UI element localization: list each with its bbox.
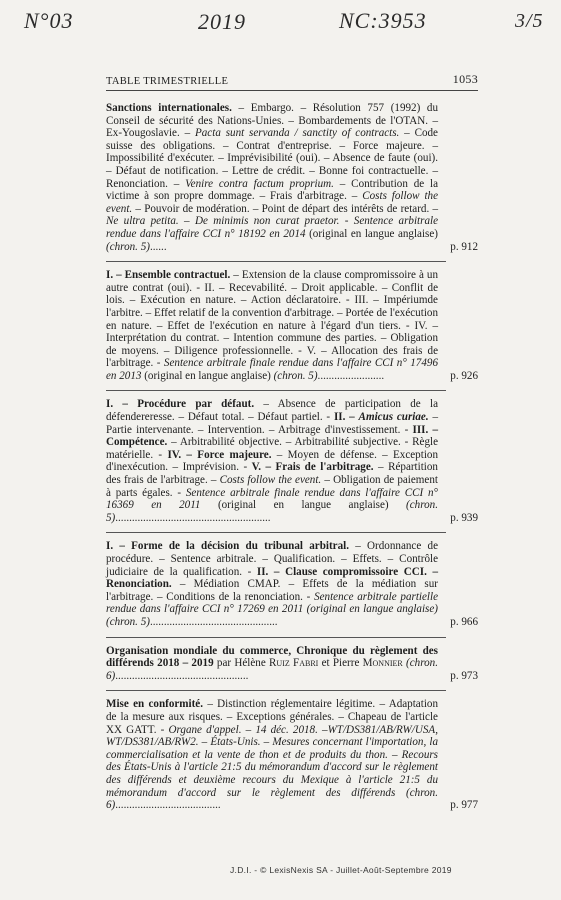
entry-text xyxy=(106,269,438,382)
entry-separator xyxy=(106,261,446,262)
entry-segment: – Extension de la clause compromissoire à un autre contrat (oui). - II. – Recevabilité. – Droit applicable. – Conflit de lois. – Exécution en nature. – Action déclaratoire. - III. – Impériumde l'arbitre. – Effet relatif de la convention d'arbitrage. – Portée de l'exécution en nature. – Effet de l'exécution en nature à l'égard d'un tiers. - IV. – Interprétation du contrat. – Intention commune des parties. – Obligation de moyens. – Diligence professionnelle. - V. – Allocation des frais de l'arbitrage. - xyxy=(106,269,438,370)
entry-segment: (chron. 6) xyxy=(106,786,438,812)
index-entry xyxy=(106,698,478,811)
entry-segment: Organe d'appel. – 14 déc. 2018. –WT/DS381/AB/RW/USA, WT/DS381/AB/RW2. – États-Unis. – Mesures concernant l'importation, la commercialisation et la vente de thon et de produits du thon. – Recours des États-Unis à l'article 21:5 du mémorandum d'accord sur le règlement des différends et deuxième recours du Mexique à l'article 21:5 du mémorandum d'accord sur le règlement des différends xyxy=(106,723,438,799)
entry-segment: Costs follow the event. xyxy=(106,190,438,215)
entry-segment: Ne ultra petita. xyxy=(106,215,179,228)
entry-segment: – Code suisse des obligations. – Contrat d'entreprise. – Force majeure. – Impossibilité d'exécuter. – Imprévisibilité (oui). – Absence de faute (oui). – Défaut de notification. – Lettre de crédit. – Bonne foi contractuelle. – Renonciation. – xyxy=(106,127,438,190)
entry-segment: – Partie intervenante. – Intervention. – Arbitrage d'investissement. - xyxy=(106,411,438,436)
entry-segment: Venire contra factum proprium. xyxy=(185,177,334,190)
entry-segment: Sentence arbitrale finale rendue dans l'affaire CCI n° 17496 en 2013 xyxy=(106,357,438,382)
index-entry xyxy=(106,645,478,683)
entry-segment: Sentence arbitrale finale rendue dans l'affaire CCI n° 16369 en 2011 xyxy=(106,486,438,512)
running-title: TABLE TRIMESTRIELLE xyxy=(106,76,229,87)
entry-segment: et Pierre xyxy=(318,657,363,670)
entry-segment: Ruiz Fabri xyxy=(269,657,319,670)
entry-text xyxy=(106,698,438,811)
entry-separator xyxy=(106,390,446,391)
entry-segment: V. – Frais de l'arbitrage. xyxy=(251,461,374,474)
entry-text xyxy=(106,102,438,253)
entry-segment: II. – xyxy=(333,411,359,424)
entry-segment: ...................................... xyxy=(115,799,221,812)
entry-segment xyxy=(395,787,406,799)
entry-page-ref: p. 926 xyxy=(450,369,478,382)
entry-segment: – Pouvoir de modération. – Point de départ des intérêts de retard. – xyxy=(132,202,438,215)
index-entry xyxy=(106,269,478,382)
entry-segment: (original en langue anglaise) xyxy=(305,227,438,240)
entry-segment: .............................................. xyxy=(149,615,278,628)
entry-segment: – Répartition des frais de l'arbitrage. – xyxy=(106,461,438,487)
handwritten-year: 2019 xyxy=(198,9,246,34)
entry-segment: IV. – Force majeure. xyxy=(167,448,272,461)
index-entry xyxy=(106,398,478,524)
entry-text xyxy=(106,540,438,628)
entry-segment: ........................................................ xyxy=(115,511,271,524)
entry-segment: Costs follow the event. xyxy=(219,474,322,487)
entry-segment: Amicus curiae. xyxy=(358,411,429,424)
entry-segment: (chron. 6) xyxy=(106,657,438,682)
entry-segment: – Arbitrabilité objective. – Arbitrabilité subjective. - Règle matérielle. - xyxy=(106,436,438,461)
entry-page-ref: p. 966 xyxy=(450,615,478,628)
entry-segment: II. – Clause compromissoire CCI. – Renonciation. xyxy=(106,565,438,591)
page-footer: J.D.I. - © LexisNexis SA - Juillet-Août-Septembre 2019 xyxy=(230,865,452,875)
index-entries xyxy=(106,102,478,812)
entry-segment: – Embargo. – Résolution 757 (1992) du Conseil de sécurité des Nations-Unies. – Bombardements de l'OTAN. – Ex-Yougoslavie. – xyxy=(106,102,438,140)
entry-segment: par Hélène xyxy=(213,657,270,670)
entry-segment: (chron. 5) xyxy=(106,240,150,253)
page-number: 1053 xyxy=(452,72,478,86)
entry-page-ref: p. 973 xyxy=(450,669,478,682)
entry-segment: (original en langue anglaise) xyxy=(200,499,407,512)
entry-segment: (chron. 5) xyxy=(273,369,318,382)
entry-segment: Mise en conformité. xyxy=(106,698,204,711)
entry-separator xyxy=(106,690,446,691)
entry-segment: ........................ xyxy=(317,369,385,382)
entry-segment: (chron. 5) xyxy=(106,499,438,524)
entry-segment: Sentence arbitrale partielle rendue dans l'affaire CCI n° 17269 en 2011 (original en langue anglaise) (chron. 5) xyxy=(106,590,439,628)
entry-page-ref: p. 977 xyxy=(450,799,478,812)
entry-segment: – Distinction réglementaire légitime. – Adaptation de la mesure aux risques. – Exceptions générales. – Chapeau de l'article XX GATT. - xyxy=(106,698,438,736)
index-entry xyxy=(106,102,478,253)
entry-segment: I. – Forme de la décision du tribunal arbitral. xyxy=(106,540,349,553)
handwritten-number: N°03 xyxy=(24,8,74,33)
running-header xyxy=(106,72,478,91)
entry-segment: I. – Procédure par défaut. xyxy=(106,398,255,411)
entry-page-ref: p. 912 xyxy=(450,240,478,253)
entry-segment: Monnier xyxy=(362,657,403,670)
entry-segment: III. – Compétence. xyxy=(106,423,439,449)
index-entry xyxy=(106,540,478,628)
entry-segment: – Obligation de paiement à parts égales. - xyxy=(106,474,438,499)
entry-text xyxy=(106,645,438,683)
entry-segment: – Moyen de défense. – Exception d'inexécution. – Imprévision. - xyxy=(106,448,438,474)
entry-segment: – Médiation CMAP. – Effets de la médiation sur l'arbitrage. – Conditions de la renonciation. - xyxy=(106,578,438,603)
entry-segment: (original en langue anglaise) xyxy=(141,369,274,382)
entry-separator xyxy=(106,637,446,638)
entry-segment: Sanctions internationales. xyxy=(106,102,232,114)
handwritten-fraction: 3/5 xyxy=(515,10,544,32)
entry-segment: – xyxy=(178,215,195,228)
entry-segment: – Absence de participation de la défendereresse. – Défaut total. – Défaut partiel. - xyxy=(106,398,438,424)
entry-segment: ................................................ xyxy=(115,669,249,682)
entry-segment: – Ordonnance de procédure. – Sentence arbitrale. – Qualification. – Effets. – Contrôle judiciaire de la qualification. - xyxy=(106,540,438,578)
entry-separator xyxy=(106,532,446,533)
handwritten-nc-code: NC:3953 xyxy=(339,8,427,33)
entry-segment: Organisation mondiale du commerce, Chronique du règlement des différends 2018 – 2019 xyxy=(106,644,438,670)
entry-segment: De minimis non curat praetor. - Sentence arbitrale rendue dans l'affaire CCI n° 18192 en 2014 xyxy=(106,215,439,240)
entry-text xyxy=(106,398,438,524)
entry-page-ref: p. 939 xyxy=(450,511,478,524)
entry-segment: ...... xyxy=(149,240,167,253)
entry-segment: I. – Ensemble contractuel. xyxy=(106,269,231,282)
entry-segment: – Contribution de la victime à son propre dommage. – Frais d'arbitrage. – xyxy=(106,177,438,203)
entry-segment: Pacta sunt servanda / sanctity of contracts. xyxy=(194,127,400,140)
